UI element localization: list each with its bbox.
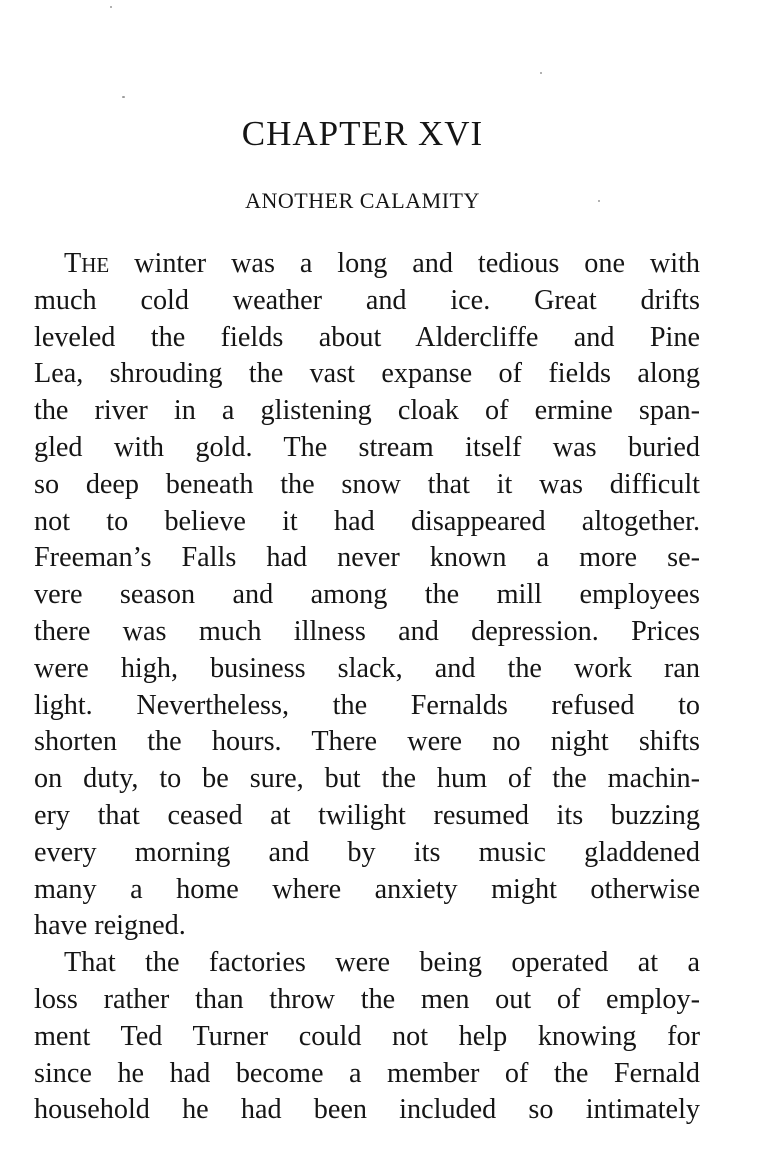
text-line: every morning and by its music gladdened [34,836,700,868]
drop-cap-letter: T [64,248,82,279]
text-line: ery that ceased at twilight resumed its buzzing [34,799,700,831]
text-line: much cold weather and ice. Great drifts [34,284,700,316]
text-line-content: winter was a long and tedious one with [109,248,700,279]
scan-speck [122,96,125,98]
scan-speck [110,6,112,8]
chapter-body [34,246,700,1129]
text-line [34,246,700,283]
chapter-title: CHAPTER XVI [241,114,484,153]
text-line: Lea, shrouding the vast expanse of fields along [34,358,700,390]
scan-speck [540,72,542,74]
text-line: leveled the fields about Aldercliffe and Pine [34,321,700,353]
text-line: vere season and among the mill employees [34,579,700,611]
text-line: not to believe it had disappeared altogether. [34,505,700,537]
text-line: on duty, to be sure, but the hum of the machin- [34,763,700,795]
text-line: many a home where anxiety might otherwise [34,873,700,905]
text-line: gled with gold. The stream itself was buried [34,431,700,463]
text-line: That the factories were being operated at a [64,947,700,979]
text-line: loss rather than throw the men out of employ- [34,983,700,1015]
text-line: the river in a glistening cloak of ermine span- [34,395,700,427]
text-line: have reigned. [34,910,186,942]
text-line: were high, business slack, and the work ran [34,652,700,684]
text-line: ment Ted Turner could not help knowing for [34,1020,700,1052]
text-line: household he had been included so intimately [34,1094,700,1126]
text-line: there was much illness and depression. Prices [34,615,700,647]
text-line: since he had become a member of the Fernald [34,1057,700,1089]
chapter-subtitle: ANOTHER CALAMITY [245,188,480,213]
text-line: shorten the hours. There were no night shifts [34,726,700,758]
small-caps-word: HE [81,253,110,277]
text-line: Freeman’s Falls had never known a more se- [34,542,700,574]
text-line: so deep beneath the snow that it was difficult [34,468,700,500]
text-line: light. Nevertheless, the Fernalds refused to [34,689,700,721]
